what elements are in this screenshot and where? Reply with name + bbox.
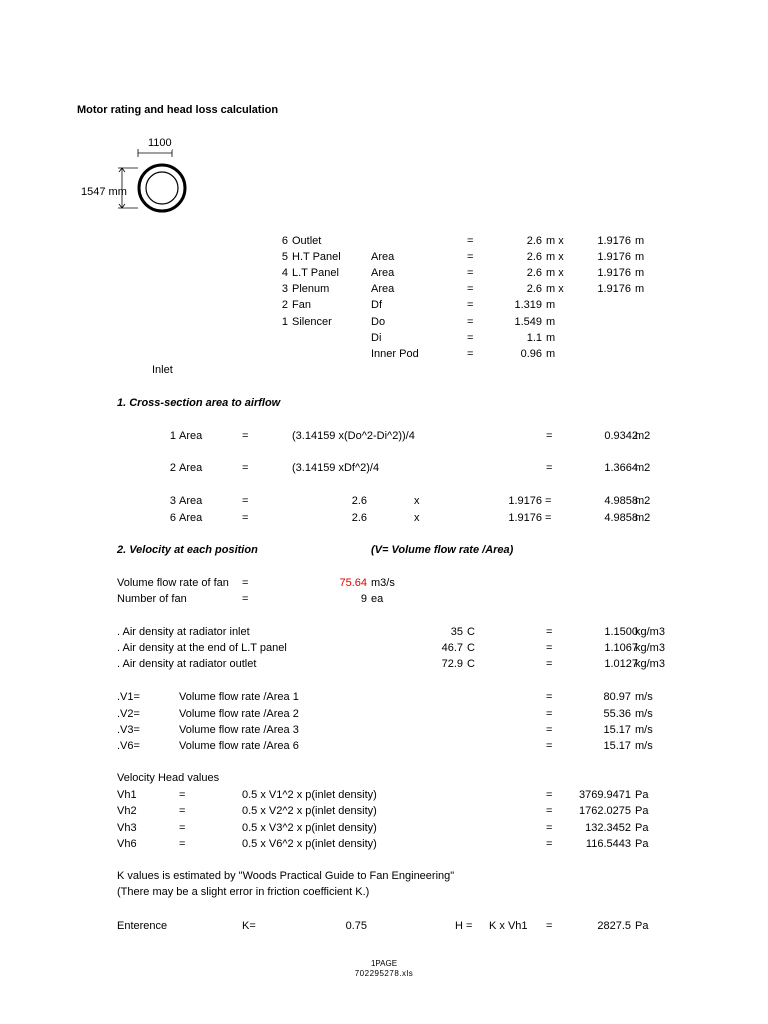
- area-equals-2: =: [546, 430, 553, 442]
- velocity-value: 55.36: [603, 708, 631, 720]
- inlet-label: Inlet: [152, 364, 173, 376]
- position-value-2: 1.9176: [597, 251, 631, 263]
- entrance-equals: =: [546, 920, 553, 932]
- density-temp-unit: C: [467, 658, 475, 670]
- position-unit: m x: [546, 251, 564, 263]
- area-result: 4.9858: [604, 512, 638, 524]
- flow-unit: m3/s: [371, 577, 395, 589]
- position-unit-2: m: [635, 251, 645, 263]
- position-name: H.T Panel: [292, 251, 341, 263]
- velocity-head-heading: Velocity Head values: [117, 772, 220, 784]
- density-temp-unit: C: [467, 642, 475, 654]
- vh-unit: Pa: [635, 805, 649, 817]
- k-note-line-1: K values is estimated by "Woods Practical Guide to Fan Engineering": [117, 870, 455, 882]
- fan-count-equals: =: [242, 593, 249, 605]
- density-label: . Air density at radiator outlet: [117, 658, 257, 670]
- velocity-label: .V3=: [117, 724, 140, 736]
- vh-value: 116.5443: [585, 838, 631, 850]
- position-number: 5: [281, 251, 288, 263]
- position-value: 0.96: [520, 348, 542, 360]
- diagram-height-label: 1547 mm: [81, 186, 127, 198]
- density-unit: kg/m3: [635, 658, 665, 670]
- area-result: 1.3664: [604, 462, 638, 474]
- position-name: Fan: [292, 299, 311, 311]
- vh-value: 1762.0275: [579, 805, 631, 817]
- k-note-line-2: (There may be a slight error in friction coefficient K.): [117, 886, 370, 898]
- density-value: 1.1500: [604, 626, 638, 638]
- entrance-k-value: 0.75: [345, 920, 367, 932]
- vh-equals-2: =: [546, 838, 553, 850]
- vh-formula: 0.5 x V3^2 x p(inlet density): [242, 822, 377, 834]
- velocity-desc: Volume flow rate /Area 1: [179, 691, 299, 703]
- density-label: . Air density at radiator inlet: [117, 626, 250, 638]
- vh-unit: Pa: [635, 789, 649, 801]
- entrance-label: Enterence: [117, 920, 168, 932]
- position-value-2: 1.9176: [597, 235, 631, 247]
- fan-count-value: 9: [360, 593, 367, 605]
- position-unit: m x: [546, 283, 564, 295]
- vh-label: Vh6: [117, 838, 137, 850]
- position-value: 1.319: [514, 299, 542, 311]
- velocity-unit: m/s: [635, 691, 653, 703]
- density-temp: 46.7: [441, 642, 463, 654]
- position-number: 2: [281, 299, 288, 311]
- velocity-equals: =: [546, 708, 553, 720]
- position-value-2: 1.9176: [597, 267, 631, 279]
- position-value: 2.6: [526, 251, 542, 263]
- footer-page: 1PAGE: [370, 959, 398, 968]
- position-param: Area: [371, 251, 395, 263]
- vh-equals-2: =: [546, 822, 553, 834]
- area-unit: m2: [635, 462, 651, 474]
- diagram-width-label: 1100: [148, 137, 172, 149]
- position-number: 6: [281, 235, 288, 247]
- fan-count-label: Number of fan: [117, 593, 187, 605]
- area-operand-b: 1.9176: [508, 512, 542, 524]
- entrance-h-label: H =: [455, 920, 473, 932]
- area-unit: m2: [635, 495, 651, 507]
- velocity-label: .V1=: [117, 691, 140, 703]
- area-equals-2: =: [545, 512, 552, 524]
- area-equals: =: [242, 495, 249, 507]
- position-unit-2: m: [635, 267, 645, 279]
- position-equals: =: [467, 235, 474, 247]
- area-result: 0.9342: [604, 430, 638, 442]
- area-name: Area: [179, 512, 203, 524]
- position-unit: m: [546, 316, 556, 328]
- velocity-equals: =: [546, 691, 553, 703]
- vh-label: Vh1: [117, 789, 137, 801]
- area-equals-2: =: [546, 462, 553, 474]
- velocity-equals: =: [546, 724, 553, 736]
- velocity-desc: Volume flow rate /Area 2: [179, 708, 299, 720]
- area-name: Area: [179, 430, 203, 442]
- vh-value: 3769.9471: [579, 789, 631, 801]
- position-number: 1: [281, 316, 288, 328]
- position-name: Outlet: [292, 235, 322, 247]
- area-operand-b: 1.9176: [508, 495, 542, 507]
- position-param: Area: [371, 283, 395, 295]
- area-equals: =: [242, 430, 249, 442]
- position-equals: =: [467, 251, 474, 263]
- position-name: Silencer: [292, 316, 332, 328]
- vh-unit: Pa: [635, 838, 649, 850]
- area-times: x: [414, 512, 420, 524]
- position-value: 2.6: [526, 283, 542, 295]
- section2-formula-heading: (V= Volume flow rate /Area): [371, 544, 514, 556]
- area-name: Area: [179, 495, 203, 507]
- position-value-2: 1.9176: [597, 283, 631, 295]
- density-temp: 35: [450, 626, 463, 638]
- density-equals: =: [546, 658, 553, 670]
- area-name: Area: [179, 462, 203, 474]
- velocity-desc: Volume flow rate /Area 3: [179, 724, 299, 736]
- position-value: 1.1: [526, 332, 542, 344]
- velocity-value: 15.17: [603, 740, 631, 752]
- vh-equals: =: [179, 789, 186, 801]
- area-unit: m2: [635, 430, 651, 442]
- velocity-unit: m/s: [635, 708, 653, 720]
- area-formula: (3.14159 x(Do^2-Di^2))/4: [292, 430, 415, 442]
- position-equals: =: [467, 316, 474, 328]
- vh-equals-2: =: [546, 789, 553, 801]
- velocity-value: 80.97: [603, 691, 631, 703]
- area-equals-2: =: [545, 495, 552, 507]
- density-label: . Air density at the end of L.T panel: [117, 642, 287, 654]
- position-number: 3: [281, 283, 288, 295]
- vh-unit: Pa: [635, 822, 649, 834]
- velocity-label: .V6=: [117, 740, 140, 752]
- area-equals: =: [242, 462, 249, 474]
- position-value: 1.549: [514, 316, 542, 328]
- area-number: 3: [169, 495, 176, 507]
- position-param: Df: [371, 299, 382, 311]
- density-value: 1.0127: [604, 658, 638, 670]
- position-unit: m: [546, 332, 556, 344]
- flow-equals: =: [242, 577, 249, 589]
- area-unit: m2: [635, 512, 651, 524]
- position-param: Di: [371, 332, 382, 344]
- position-param: Area: [371, 267, 395, 279]
- fan-count-unit: ea: [371, 593, 384, 605]
- density-equals: =: [546, 626, 553, 638]
- entrance-formula: K x Vh1: [489, 920, 528, 932]
- footer-file: 702295278.xls: [354, 969, 414, 978]
- page-title: Motor rating and head loss calculation: [77, 104, 279, 116]
- position-param: Do: [371, 316, 386, 328]
- position-param: Inner Pod: [371, 348, 419, 360]
- vh-equals: =: [179, 805, 186, 817]
- flow-value: 75.64: [339, 577, 367, 589]
- area-result: 4.9858: [604, 495, 638, 507]
- section2-heading: 2. Velocity at each position: [117, 544, 258, 556]
- vh-label: Vh2: [117, 805, 137, 817]
- position-value: 2.6: [526, 235, 542, 247]
- area-operand-a: 2.6: [351, 512, 367, 524]
- velocity-value: 15.17: [603, 724, 631, 736]
- position-equals: =: [467, 267, 474, 279]
- vh-equals: =: [179, 838, 186, 850]
- density-value: 1.1067: [604, 642, 638, 654]
- vh-formula: 0.5 x V6^2 x p(inlet density): [242, 838, 377, 850]
- density-equals: =: [546, 642, 553, 654]
- entrance-unit: Pa: [635, 920, 649, 932]
- velocity-label: .V2=: [117, 708, 140, 720]
- vh-equals-2: =: [546, 805, 553, 817]
- velocity-equals: =: [546, 740, 553, 752]
- position-unit: m: [546, 348, 556, 360]
- area-formula: (3.14159 xDf^2)/4: [292, 462, 380, 474]
- section1-heading: 1. Cross-section area to airflow: [117, 397, 281, 409]
- position-equals: =: [467, 283, 474, 295]
- velocity-unit: m/s: [635, 724, 653, 736]
- vh-formula: 0.5 x V1^2 x p(inlet density): [242, 789, 377, 801]
- area-number: 1: [169, 430, 176, 442]
- density-unit: kg/m3: [635, 642, 665, 654]
- position-equals: =: [467, 299, 474, 311]
- position-unit: m x: [546, 267, 564, 279]
- entrance-value: 2827.5: [597, 920, 631, 932]
- density-temp: 72.9: [441, 658, 463, 670]
- area-number: 6: [169, 512, 176, 524]
- position-equals: =: [467, 348, 474, 360]
- position-name: Plenum: [292, 283, 330, 295]
- position-value: 2.6: [526, 267, 542, 279]
- area-operand-a: 2.6: [351, 495, 367, 507]
- position-equals: =: [467, 332, 474, 344]
- position-number: 4: [281, 267, 288, 279]
- area-number: 2: [169, 462, 176, 474]
- flow-label: Volume flow rate of fan: [117, 577, 229, 589]
- density-unit: kg/m3: [635, 626, 665, 638]
- velocity-unit: m/s: [635, 740, 653, 752]
- density-temp-unit: C: [467, 626, 475, 638]
- vh-value: 132.3452: [585, 822, 631, 834]
- position-unit-2: m: [635, 283, 645, 295]
- vh-label: Vh3: [117, 822, 137, 834]
- area-times: x: [414, 495, 420, 507]
- position-unit: m x: [546, 235, 564, 247]
- area-equals: =: [242, 512, 249, 524]
- position-name: L.T Panel: [292, 267, 339, 279]
- velocity-desc: Volume flow rate /Area 6: [179, 740, 299, 752]
- vh-formula: 0.5 x V2^2 x p(inlet density): [242, 805, 377, 817]
- entrance-k-label: K=: [242, 920, 256, 932]
- position-unit-2: m: [635, 235, 645, 247]
- vh-equals: =: [179, 822, 186, 834]
- position-unit: m: [546, 299, 556, 311]
